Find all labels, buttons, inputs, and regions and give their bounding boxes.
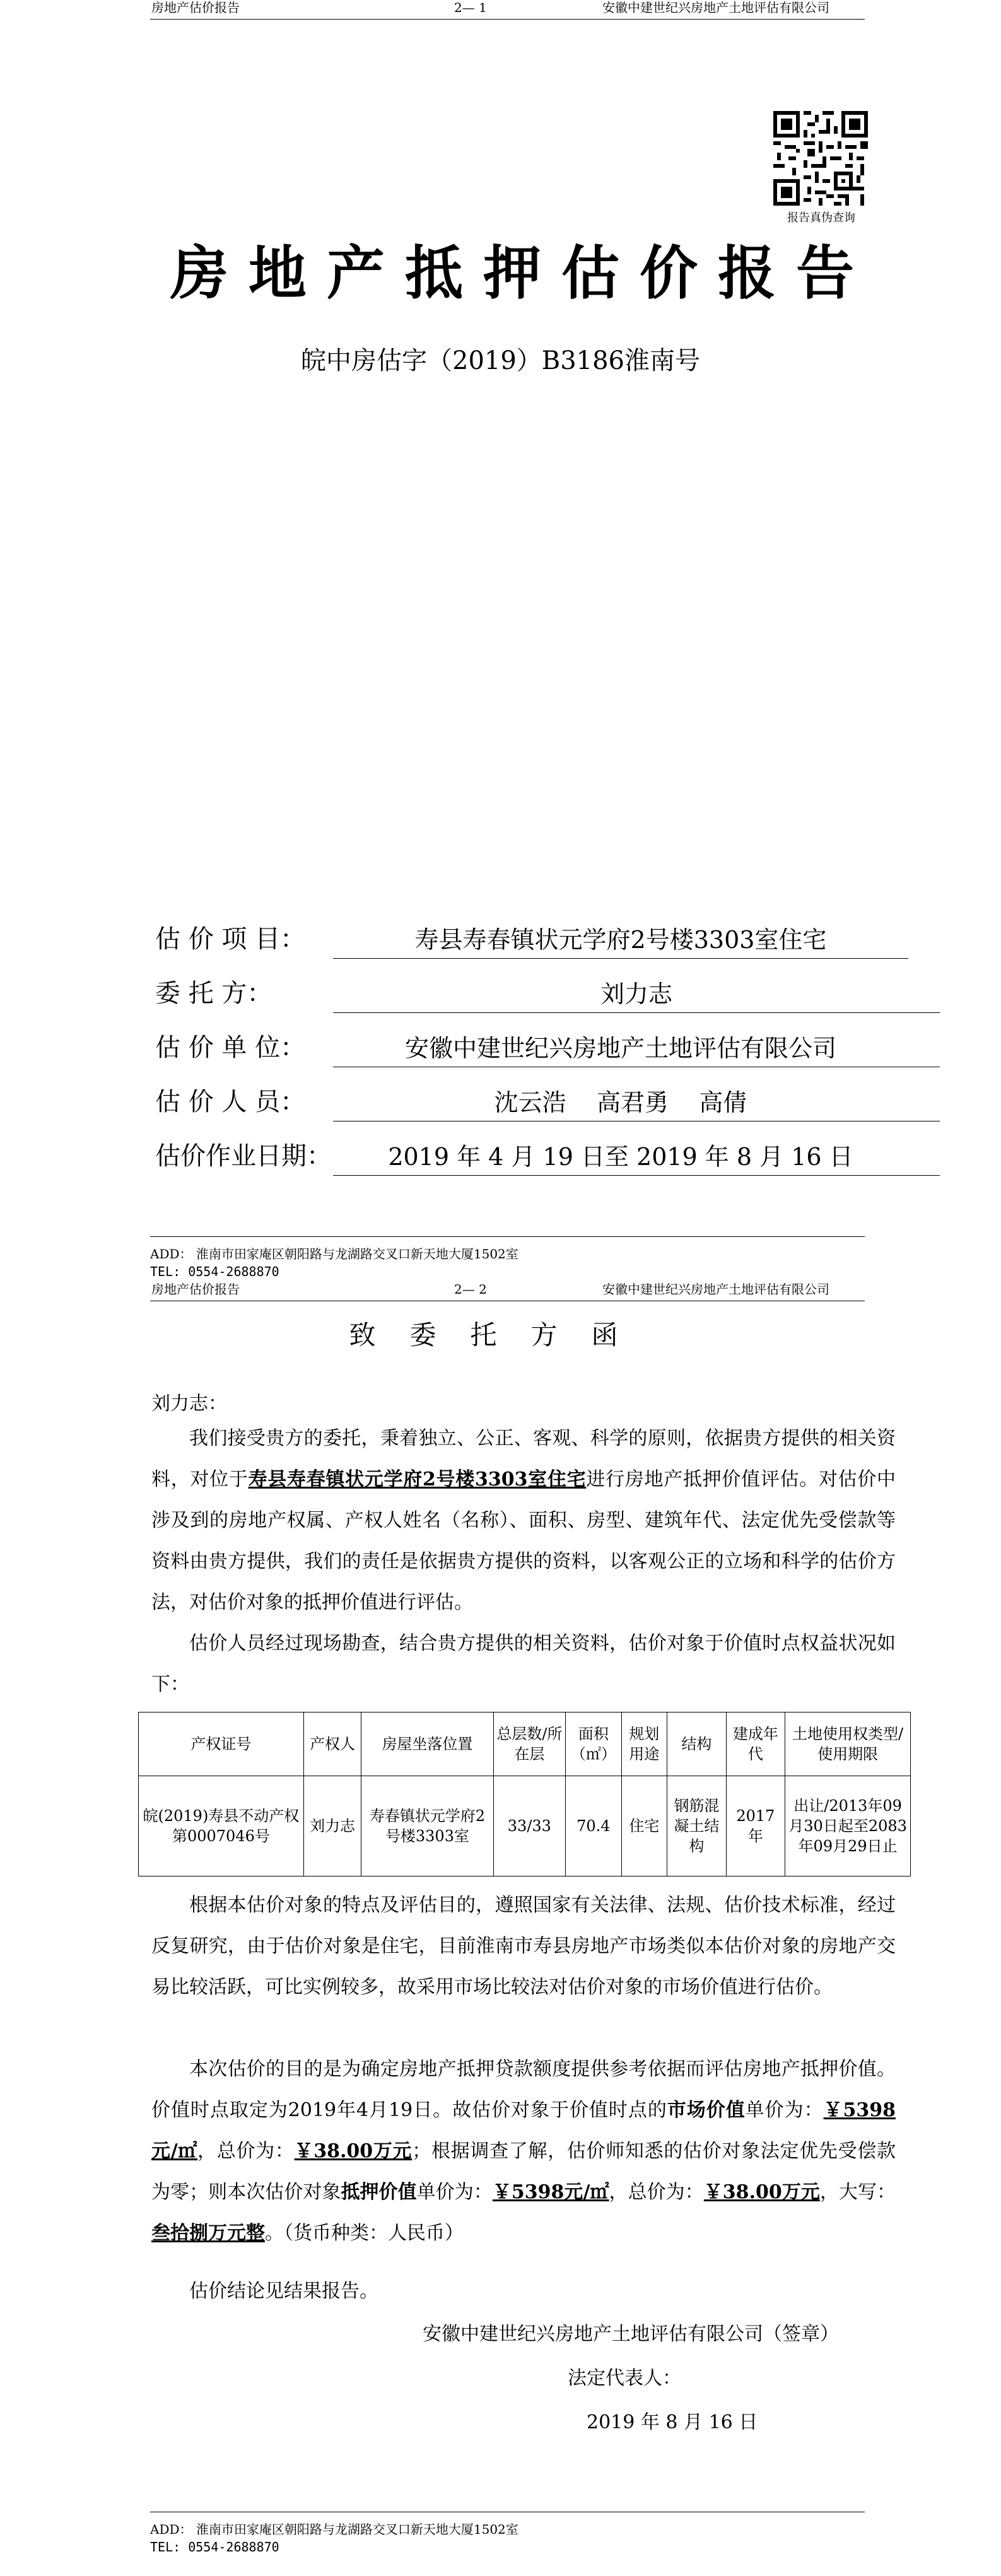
table-cell: 钢筋混凝土结构	[667, 1776, 727, 1876]
text: ，总价为：	[197, 2140, 295, 2162]
letter-title: 致委托方函	[349, 1320, 652, 1350]
footer-rule	[150, 1236, 865, 1237]
text: 进行房地产抵押价值评估。对估价中涉及到的房地产权属、产权人姓名（名称）、面积、房型、建筑年代、法定优先受偿款等资料由贵方提供，我们的责任是依据贵方提供的资料，以客观公正的立场和科学的估价方法，对估价对象的抵押价值进行评估。	[151, 1468, 896, 1613]
paragraph-method: 根据本估价对象的特点及评估目的，遵照国家有关法律、法规、估价技术标准，经过反复研究，由于估价对象是住宅，目前淮南市寿县房地产市场类似本估价对象的房地产交易比较活跃，可比实例较多，故采用市场比较法对估价对象的市场价值进行估价。	[151, 1894, 896, 1998]
header-page-number: 2— 1	[454, 0, 487, 15]
mortgage-total-price: ￥38.00万元	[703, 2181, 820, 2203]
field-label: 委 托 方：	[155, 979, 272, 1008]
table-header-cell: 结构	[667, 1712, 727, 1776]
text: ，大写：	[819, 2181, 896, 2203]
table-header-cell: 规划用途	[621, 1712, 667, 1776]
field-value: 2019 年 4 月 19 日至 2019 年 8 月 16 日	[388, 1143, 853, 1171]
field-work-dates	[155, 1138, 912, 1176]
field-project	[155, 921, 912, 959]
footer-phone: TEL: 0554-2688870	[150, 2539, 279, 2555]
paragraph-see-report: 估价结论见结果报告。	[189, 2280, 378, 2302]
paragraph-rights-status: 估价人员经过现场勘查，结合贵方提供的相关资料，估价对象于价值时点权益状况如下：	[151, 1632, 896, 1695]
text: 本次估价的目的是为确定房地产抵押贷款额度提供参考依据而评估房地产抵押价值。价值时点取定为2019年4月19日。故估价对象于价值时点的	[151, 2058, 896, 2121]
qr-caption: 报告真伪查询	[787, 211, 855, 225]
text: ；根据调查了解，估价师知悉的估价对象法定优先受偿款为零；则本次估价对象	[151, 2140, 896, 2203]
table-row	[139, 1776, 911, 1876]
salutation: 刘力志：	[151, 1393, 227, 1415]
header-left: 房地产估价报告	[151, 1282, 240, 1297]
field-value: 寿县寿春镇状元学府2号楼3303室住宅	[414, 926, 827, 954]
paragraph-conclusion	[151, 2049, 896, 2254]
mortgage-unit-price: ￥5398元/㎡	[492, 2181, 609, 2203]
table-cell: 70.4	[566, 1776, 621, 1876]
header-right: 安徽中建世纪兴房地产土地评估有限公司	[602, 1282, 829, 1297]
table-header-row	[139, 1712, 911, 1776]
qr-code-icon[interactable]	[773, 111, 868, 206]
table-cell: 寿春镇状元学府2号楼3303室	[361, 1776, 493, 1876]
field-underline	[333, 958, 908, 959]
letter-date: 2019 年 8 月 16 日	[587, 2411, 758, 2433]
header-rule	[150, 19, 865, 20]
table-header-cell: 建成年代	[726, 1712, 785, 1776]
table-cell: 出让/2013年09月30日起至2083年09月29日止	[785, 1776, 911, 1876]
field-appraisal-firm	[155, 1029, 912, 1067]
field-value: 沈云浩 高君勇 高倩	[494, 1089, 747, 1116]
property-rights-table	[138, 1712, 911, 1876]
field-label: 估 价 单 位：	[155, 1033, 306, 1062]
report-title: 房地产抵押估价报告	[170, 240, 875, 307]
table-header-cell: 土地使用权类型/使用期限	[785, 1712, 911, 1776]
running-header	[0, 1282, 1001, 1301]
table-cell: 住宅	[621, 1776, 667, 1876]
field-label: 估 价 项 目：	[155, 925, 306, 954]
footer-phone: TEL: 0554-2688870	[150, 1264, 279, 1279]
paragraph-intro	[151, 1418, 896, 1623]
text: 。（货币种类：人民币）	[265, 2222, 464, 2244]
table-cell: 刘力志	[303, 1776, 361, 1876]
footer-address: ADD： 淮南市田家庵区朝阳路与龙湖路交叉口新天地大厦1502室	[150, 2522, 518, 2537]
footer-address: ADD： 淮南市田家庵区朝阳路与龙湖路交叉口新天地大厦1502室	[150, 1246, 518, 1262]
field-appraisers	[155, 1084, 912, 1121]
report-number: 皖中房估字（2019）B3186淮南号	[301, 346, 700, 375]
market-total-price: ￥38.00万元	[294, 2140, 413, 2162]
table-cell: 33/33	[493, 1776, 566, 1876]
field-value: 刘力志	[600, 980, 672, 1008]
table-header-cell: 产权证号	[139, 1712, 304, 1776]
field-underline	[333, 1175, 940, 1176]
table-cell: 皖(2019)寿县不动产权第0007046号	[139, 1776, 304, 1876]
legal-representative: 法定代表人：	[568, 2367, 681, 2389]
header-page-number: 2— 2	[454, 1282, 487, 1297]
text: 单价为：	[416, 2181, 493, 2203]
field-client	[155, 975, 912, 1013]
market-unit-price: ￥5398元/㎡	[151, 2099, 896, 2162]
header-right: 安徽中建世纪兴房地产土地评估有限公司	[602, 0, 829, 15]
property-address: 寿县寿春镇状元学府2号楼3303室住宅	[248, 1468, 587, 1490]
field-underline	[333, 1012, 940, 1013]
amount-in-words: 叁拾捌万元整	[151, 2222, 265, 2244]
field-label: 估 价 人 员：	[155, 1087, 306, 1116]
table-header-cell: 房屋坐落位置	[361, 1712, 493, 1776]
text: ，总价为：	[609, 2181, 704, 2203]
table-cell: 2017年	[726, 1776, 785, 1876]
header-left: 房地产估价报告	[151, 0, 240, 15]
table-header-cell: 产权人	[303, 1712, 361, 1776]
mortgage-value-label: 抵押价值	[341, 2181, 417, 2203]
text: 我们接受贵方的委托，秉着独立、公正、客观、科学的原则，依据贵方提供的相关资料，对位于	[151, 1427, 896, 1490]
company-signature: 安徽中建世纪兴房地产土地评估有限公司（签章）	[423, 2323, 839, 2345]
text: 单价为：	[745, 2099, 824, 2121]
table-header-cell: 面积（㎡）	[566, 1712, 621, 1776]
running-header	[0, 0, 1001, 19]
table-header-cell: 总层数/所在层	[493, 1712, 566, 1776]
market-value-label: 市场价值	[667, 2099, 746, 2121]
field-value: 安徽中建世纪兴房地产土地评估有限公司	[404, 1034, 836, 1062]
field-label: 估价作业日期：	[155, 1142, 332, 1171]
